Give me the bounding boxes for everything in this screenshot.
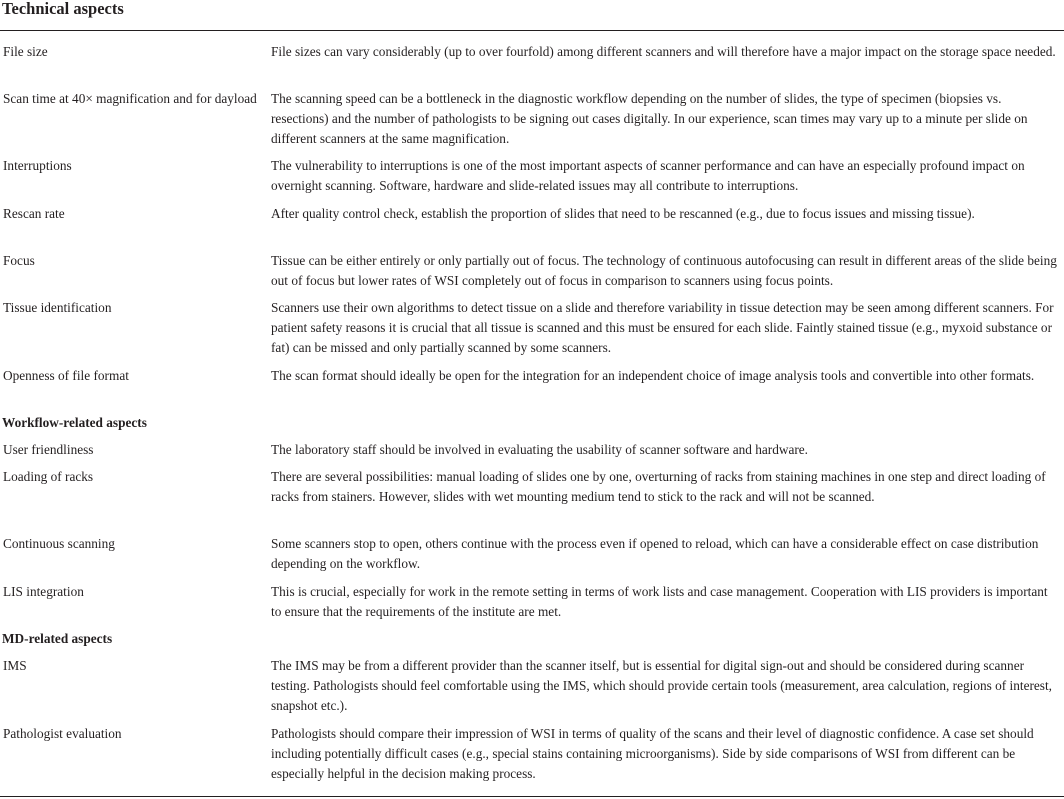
row-label: Pathologist evaluation: [3, 726, 122, 741]
table-body: [0, 42, 1064, 791]
row-label: Loading of racks: [3, 469, 94, 484]
section-heading: Workflow-related aspects: [2, 415, 147, 430]
table-row: [0, 656, 1064, 724]
row-label: IMS: [3, 658, 27, 673]
row-description: This is crucial, especially for work in the remote setting in terms of work lists and case management. Cooperation with LIS providers is important to ensure that the requirements of the institute are met.: [271, 584, 1048, 619]
row-label: Scan time at 40× magnification and for dayload: [3, 91, 257, 106]
row-description: The vulnerability to interruptions is one of the most important aspects of scanner performance and can have an especially profound impact on overnight scanning. Software, hardware and slide-related issues may all contribute to interruptions.: [271, 158, 1025, 193]
table-title: Technical aspects: [2, 0, 124, 18]
row-description: Tissue can be either entirely or only partially out of focus. The technology of continuous autofocusing can result in different areas of the slide being out of focus but lower rates of WSI completely out of focus in comparison to scanners using focus points.: [271, 253, 1057, 288]
table-row: [0, 42, 1064, 89]
section-heading: MD-related aspects: [2, 631, 113, 646]
row-label: Continuous scanning: [3, 536, 115, 551]
table-row: [0, 204, 1064, 251]
table-row: [0, 89, 1064, 156]
top-rule: [0, 30, 1064, 31]
row-description: File sizes can vary considerably (up to over fourfold) among different scanners and will therefore have a major impact on the storage space needed.: [271, 44, 1056, 59]
row-label: File size: [3, 44, 48, 59]
row-description: There are several possibilities: manual loading of slides one by one, overturning of racks from staining machines in one step and direct loading of racks from stainers. However, slides with wet mounting medium tend to stick to the rack and will not be scanned.: [271, 469, 1046, 504]
table-row: [0, 251, 1064, 298]
table-row: [0, 366, 1064, 413]
row-label: User friendliness: [3, 442, 94, 457]
row-label: Tissue identification: [3, 300, 112, 315]
table-row: [0, 582, 1064, 629]
table-row: [0, 724, 1064, 791]
row-label: Interruptions: [3, 158, 72, 173]
row-description: Pathologists should compare their impression of WSI in terms of quality of the scans and their level of diagnostic confidence. A case set should including potentially difficult cases (e.g., special stains containing microorganisms). Side by side comparisons of WSI from different can be especially helpful in the decision making process.: [271, 726, 1034, 781]
row-description: After quality control check, establish the proportion of slides that need to be rescanned (e.g., due to focus issues and missing tissue).: [271, 206, 975, 221]
table-row: [0, 298, 1064, 366]
row-description: The IMS may be from a different provider than the scanner itself, but is essential for digital sign-out and should be considered during scanner testing. Pathologists should feel comfortable using the IMS, which should provide certain tools (measurement, area calculation, regions of interest, snapshot etc.).: [271, 658, 1053, 713]
row-description: Some scanners stop to open, others continue with the process even if opened to reload, which can have a considerable effect on case distribution depending on the workflow.: [271, 536, 1039, 571]
row-description: Scanners use their own algorithms to detect tissue on a slide and therefore variability in tissue detection may be seen among different scanners. For patient safety reasons it is crucial that all tissue is scanned and this must be ensured for each slide. Faintly stained tissue (e.g., myxoid substance or fat) can be missed and only partially scanned by some scanners.: [271, 300, 1054, 355]
bottom-rule: [0, 796, 1064, 797]
row-description: The laboratory staff should be involved in evaluating the usability of scanner software and hardware.: [271, 442, 808, 457]
row-label: Openness of file format: [3, 368, 129, 383]
table-row: [0, 467, 1064, 534]
table-row: [0, 534, 1064, 582]
row-label: LIS integration: [3, 584, 84, 599]
row-label: Rescan rate: [3, 206, 65, 221]
row-description: The scan format should ideally be open for the integration for an independent choice of image analysis tools and convertible into other formats.: [271, 368, 1035, 383]
table-row: [0, 156, 1064, 204]
row-label: Focus: [3, 253, 35, 268]
row-description: The scanning speed can be a bottleneck in the diagnostic workflow depending on the number of slides, the type of specimen (biopsies vs. resections) and the number of pathologists to be signing out cases digitally. In our experience, scan times may vary up to a minute per slide on different scanners at the same magnification.: [271, 91, 1028, 146]
table-row: [0, 440, 1064, 467]
